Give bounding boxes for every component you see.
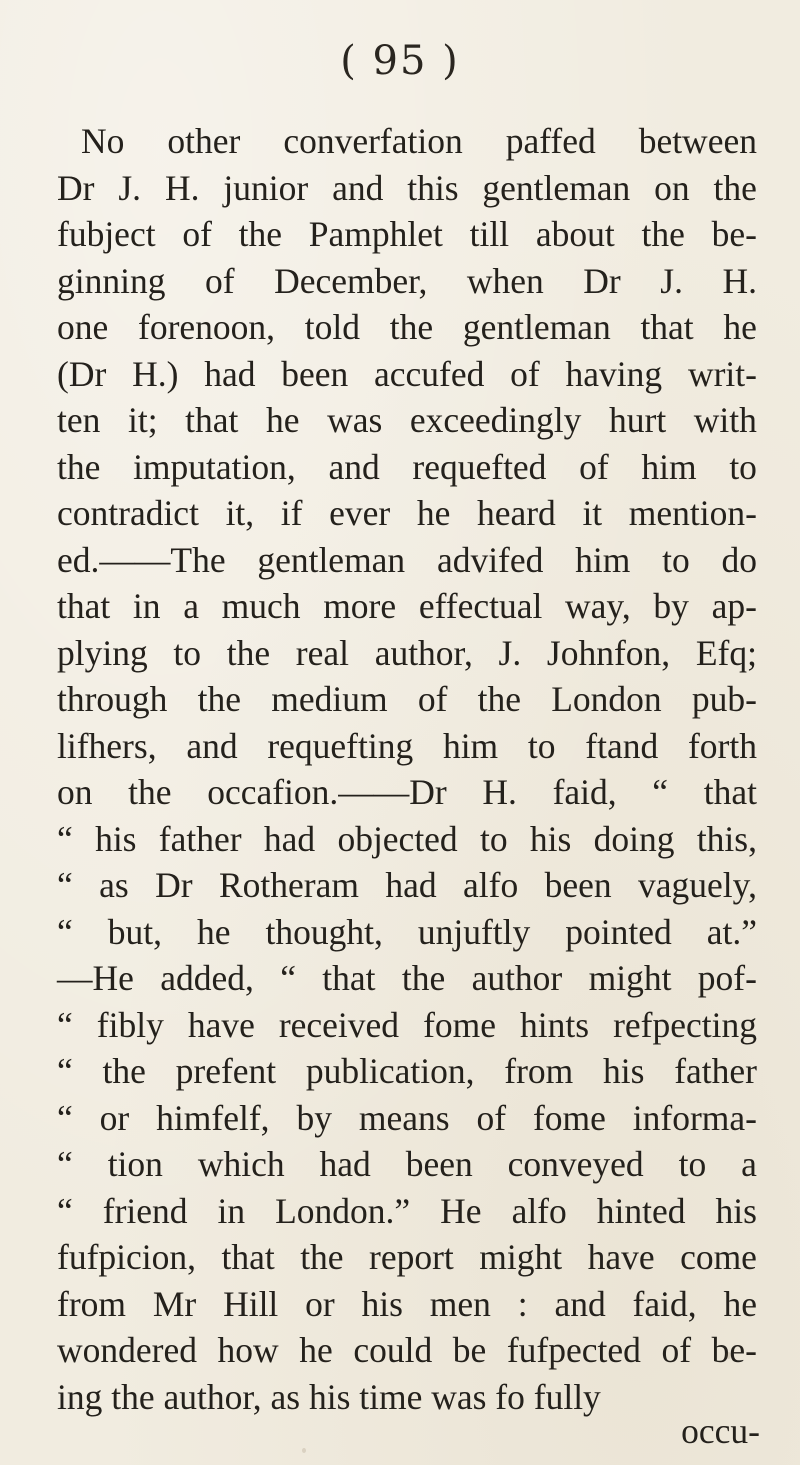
word: Mr — [152, 1283, 197, 1324]
word: his — [529, 818, 572, 859]
word: heard — [476, 493, 556, 533]
word: alfo — [511, 1190, 567, 1231]
word: “ — [280, 958, 296, 998]
word: “ — [57, 865, 73, 905]
word: mention- — [628, 493, 757, 533]
word: fome — [532, 1097, 606, 1138]
word: him — [641, 446, 697, 487]
word: he — [196, 911, 231, 952]
word: Dr — [57, 167, 95, 208]
word: author, — [374, 632, 473, 673]
word: that — [221, 1237, 275, 1277]
line-text — [57, 397, 757, 444]
word: fufpicion, — [57, 1237, 197, 1277]
text-line-16 — [57, 816, 757, 863]
word: report — [369, 1237, 454, 1277]
word: that — [322, 958, 376, 998]
word: him — [575, 539, 631, 580]
line-text — [81, 118, 757, 165]
word: that — [640, 307, 694, 347]
line-text: ing the author, as his time was fo fully — [57, 1376, 601, 1417]
word: the — [238, 214, 283, 254]
word: contradict — [57, 493, 199, 533]
word: till — [469, 214, 510, 254]
word: London — [551, 679, 662, 719]
word: about — [535, 214, 615, 254]
word: “ — [57, 1097, 73, 1138]
text-line-7 — [57, 397, 757, 444]
word: on — [654, 167, 690, 208]
word: Dr — [155, 865, 193, 905]
word: told — [304, 307, 360, 347]
word: prefent — [175, 1051, 277, 1091]
word: “ — [57, 1144, 73, 1184]
text-line-21 — [57, 1048, 757, 1095]
word: been — [544, 865, 612, 905]
text-line-20 — [57, 1002, 757, 1049]
word: he — [723, 307, 757, 347]
paper-spot — [302, 1448, 306, 1453]
line-text — [57, 537, 757, 584]
word: added, — [160, 958, 254, 998]
text-line-18 — [57, 909, 757, 956]
text-line-1 — [57, 118, 757, 165]
text-line-4 — [57, 258, 757, 305]
word: objected — [337, 818, 458, 859]
word: fubject — [57, 214, 156, 254]
word: “ — [652, 772, 669, 812]
word: that — [57, 586, 111, 626]
word: ftand — [585, 725, 659, 766]
body-text — [57, 118, 757, 1420]
word: alfo — [463, 865, 519, 905]
line-text — [57, 304, 757, 351]
word: much — [221, 586, 301, 626]
word: and — [554, 1283, 606, 1324]
word: be- — [711, 214, 757, 254]
word: the — [713, 167, 757, 208]
word: forenoon, — [138, 307, 276, 347]
line-text — [57, 1327, 757, 1374]
word: as — [99, 865, 129, 905]
word: requefting — [267, 725, 414, 766]
word: he — [416, 493, 451, 533]
text-line-26 — [57, 1281, 757, 1328]
text-line-15 — [57, 769, 757, 816]
word: advifed — [436, 539, 544, 580]
line-text — [57, 676, 757, 723]
line-text — [57, 630, 757, 677]
word: more — [323, 586, 397, 626]
text-line-24 — [57, 1188, 757, 1235]
word: the — [641, 214, 685, 254]
word: the — [226, 632, 271, 673]
word: from — [57, 1283, 127, 1324]
word: way, — [565, 586, 631, 626]
word: his — [603, 1051, 645, 1091]
line-text — [57, 862, 757, 909]
word: or — [305, 1283, 335, 1324]
word: had — [204, 353, 256, 394]
word: received — [278, 1004, 400, 1045]
word: from — [504, 1051, 574, 1091]
word: the — [197, 679, 242, 719]
word: with — [693, 400, 757, 440]
word: refpecting — [613, 1004, 757, 1045]
word: to — [173, 632, 202, 673]
word: the — [389, 307, 434, 347]
word: or — [99, 1097, 130, 1138]
word: faid, — [552, 772, 617, 812]
word: unjuftly — [417, 911, 531, 952]
word: converfation — [283, 121, 463, 161]
word: to — [527, 725, 556, 766]
word: writ- — [687, 353, 757, 394]
word: publication, — [305, 1051, 475, 1091]
word: real — [295, 632, 349, 673]
word: this — [407, 167, 459, 208]
word: conveyed — [507, 1144, 644, 1184]
text-line-17 — [57, 862, 757, 909]
word: “ — [57, 1190, 73, 1231]
word: when — [466, 260, 544, 301]
word: might — [588, 958, 672, 998]
word: on — [57, 772, 93, 812]
word: in — [132, 586, 161, 626]
text-line-9 — [57, 490, 757, 537]
word: Rotheram — [218, 865, 359, 905]
word: Dr — [583, 260, 621, 301]
word: the — [300, 1237, 344, 1277]
line-text — [57, 955, 757, 1002]
word: if — [280, 493, 303, 533]
word: “ — [57, 1004, 73, 1045]
word: exceedingly — [409, 400, 582, 440]
word: ever — [329, 493, 391, 533]
word: informa- — [632, 1097, 757, 1138]
word: have — [587, 1237, 655, 1277]
word: might — [479, 1237, 563, 1277]
word: his — [361, 1283, 403, 1324]
word: fibly — [96, 1004, 164, 1045]
line-text — [57, 1002, 757, 1049]
word: author — [471, 958, 563, 998]
line-text — [57, 211, 757, 258]
word: men — [429, 1283, 491, 1324]
word: of — [204, 260, 235, 301]
word: he — [723, 1283, 757, 1324]
word: but, — [107, 911, 162, 952]
word: a — [741, 1144, 757, 1184]
line-text — [57, 1048, 757, 1095]
word: and — [186, 725, 238, 766]
word: H.) — [132, 353, 179, 394]
text-line-5 — [57, 304, 757, 351]
text-line-27 — [57, 1327, 757, 1374]
text-line-8 — [57, 444, 757, 491]
word: of — [579, 446, 609, 487]
line-text — [57, 816, 757, 863]
word: which — [197, 1144, 285, 1184]
word: requefted — [412, 446, 547, 487]
word: it — [582, 493, 603, 533]
text-line-3 — [57, 211, 757, 258]
text-line-19 — [57, 955, 757, 1002]
text-line-6 — [57, 351, 757, 398]
text-line-2 — [57, 165, 757, 212]
word: ginning — [57, 260, 166, 301]
word: the — [128, 772, 172, 812]
word: by — [653, 586, 689, 626]
word: father — [674, 1051, 757, 1091]
word: that — [703, 772, 757, 812]
word: Hill — [223, 1283, 279, 1324]
word: his — [95, 818, 137, 859]
word: the — [57, 446, 101, 487]
word: gentleman — [462, 307, 611, 347]
line-text — [57, 165, 757, 212]
line-text — [57, 1234, 757, 1281]
word: J. — [660, 260, 683, 301]
word: effectual — [418, 586, 543, 626]
word: hinted — [596, 1190, 686, 1231]
word: have — [187, 1004, 255, 1045]
line-text — [57, 583, 757, 630]
word: —He — [57, 958, 134, 998]
line-text — [57, 1281, 757, 1328]
word: himfelf, — [156, 1097, 270, 1138]
word: it, — [225, 493, 255, 533]
word: occafion.——Dr — [207, 772, 447, 812]
word: been — [405, 1144, 473, 1184]
word: by — [296, 1097, 332, 1138]
text-line-10 — [57, 537, 757, 584]
word: gentleman — [257, 539, 406, 580]
word: him — [442, 725, 499, 766]
word: it; — [127, 400, 158, 440]
word: was — [327, 400, 383, 440]
word: and — [328, 446, 380, 487]
word: imputation, — [133, 446, 296, 487]
word: in — [217, 1190, 246, 1231]
line-text — [57, 444, 757, 491]
word: junior — [223, 167, 309, 208]
text-line-25 — [57, 1234, 757, 1281]
word: gentleman — [482, 167, 631, 208]
text-line-12 — [57, 630, 757, 677]
text-line-23 — [57, 1141, 757, 1188]
word: to — [662, 539, 690, 580]
word: been — [281, 353, 349, 394]
word: could — [353, 1330, 433, 1370]
line-text — [57, 258, 757, 305]
line-text — [57, 490, 757, 537]
word: the — [401, 958, 446, 998]
line-text — [57, 769, 757, 816]
word: had — [263, 818, 316, 859]
word: wondered — [57, 1330, 197, 1370]
word: vaguely, — [638, 865, 757, 905]
word: had — [319, 1144, 371, 1184]
text-line-13 — [57, 676, 757, 723]
word: be- — [711, 1330, 757, 1370]
word: He — [440, 1190, 482, 1231]
word: be — [452, 1330, 487, 1370]
word: Pamphlet — [308, 214, 443, 254]
word: H. — [722, 260, 757, 301]
word: having — [565, 353, 663, 394]
line-text — [57, 909, 757, 956]
word: of — [510, 353, 540, 394]
word: fufpected — [506, 1330, 641, 1370]
text-line-22 — [57, 1095, 757, 1142]
word: “ — [57, 1051, 73, 1091]
word: ed.——The — [57, 539, 226, 580]
line-text — [57, 1095, 757, 1142]
word: had — [385, 865, 437, 905]
word: London.” — [275, 1190, 411, 1231]
word: at.” — [706, 911, 757, 952]
word: ten — [57, 400, 101, 440]
word: pub- — [691, 679, 757, 719]
word: the — [477, 679, 521, 719]
line-text — [57, 1188, 757, 1235]
line-text — [57, 723, 757, 770]
word: of — [661, 1330, 692, 1370]
word: father — [158, 818, 242, 859]
word: a — [183, 586, 199, 626]
catchword: occu- — [681, 1411, 760, 1451]
word: other — [167, 121, 241, 161]
word: : — [517, 1283, 528, 1324]
word: to — [678, 1144, 707, 1184]
word: plying — [57, 632, 148, 673]
word: means — [358, 1097, 450, 1138]
word: December, — [274, 260, 428, 301]
word: faid, — [632, 1283, 697, 1324]
page-number: ( 95 ) — [340, 38, 460, 84]
word: medium — [271, 679, 388, 719]
word: paffed — [505, 121, 596, 161]
word: Efq; — [695, 632, 757, 673]
paper-spot — [726, 1352, 731, 1359]
word: fome — [423, 1004, 497, 1045]
word: to — [479, 818, 508, 859]
word: Johnfon, — [546, 632, 671, 673]
word: come — [680, 1237, 757, 1277]
word: of — [182, 214, 212, 254]
word: forth — [687, 725, 757, 766]
word: how — [217, 1330, 279, 1370]
word: thought, — [265, 911, 383, 952]
word: the — [102, 1051, 146, 1091]
word: to — [729, 446, 757, 487]
word: H. — [164, 167, 200, 208]
word: hurt — [609, 400, 667, 440]
word: H. — [482, 772, 517, 812]
word: that — [185, 400, 239, 440]
word: tion — [107, 1144, 163, 1184]
word: J. — [498, 632, 522, 673]
word: between — [638, 121, 757, 161]
word: one — [57, 307, 109, 347]
word: through — [57, 679, 168, 719]
word: (Dr — [57, 353, 107, 394]
word: ap- — [711, 586, 757, 626]
word: hints — [520, 1004, 590, 1045]
text-line-14 — [57, 723, 757, 770]
word: “ — [57, 911, 73, 952]
word: do — [721, 539, 757, 580]
line-text — [57, 351, 757, 398]
word: of — [417, 679, 448, 719]
word: J. — [118, 167, 142, 208]
word: and — [332, 167, 384, 208]
word: pof- — [697, 958, 757, 998]
line-text — [57, 1141, 757, 1188]
word: he — [299, 1330, 333, 1370]
word: he — [265, 400, 300, 440]
word: friend — [102, 1190, 188, 1231]
word: lifhers, — [57, 725, 157, 766]
word: his — [715, 1190, 757, 1231]
word: No — [81, 121, 125, 161]
word: pointed — [565, 911, 672, 952]
word: this, — [696, 818, 757, 859]
word: “ — [57, 818, 73, 859]
text-line-11 — [57, 583, 757, 630]
word: of — [476, 1097, 507, 1138]
word: accufed — [374, 353, 485, 394]
word: doing — [593, 818, 675, 859]
